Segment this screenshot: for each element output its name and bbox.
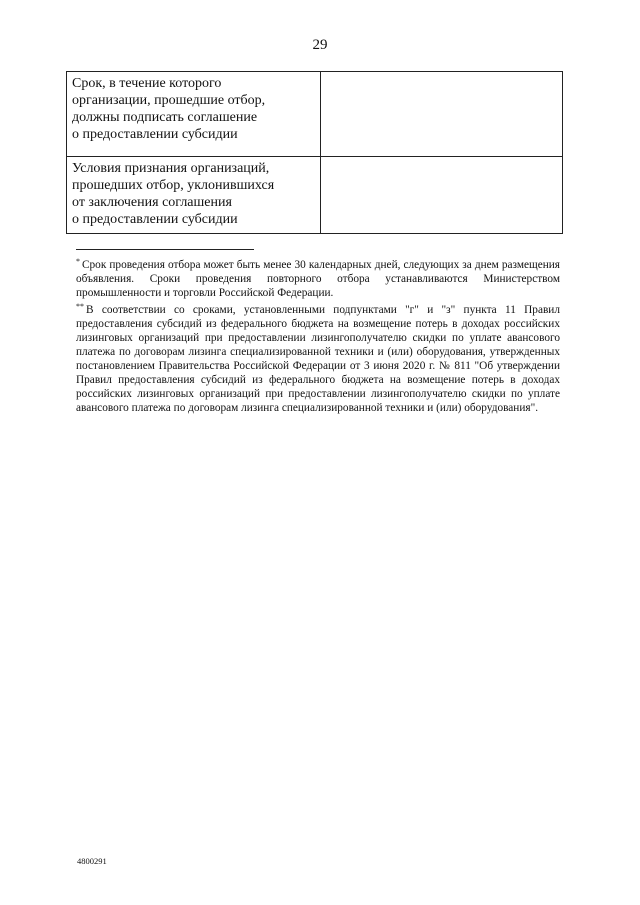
footnotes [76, 255, 560, 415]
row-label-evasion-conditions [67, 157, 321, 234]
table-row [67, 157, 563, 234]
cell-text-line: Срок, в течение которого [72, 76, 222, 91]
row-label-signing-period [67, 72, 321, 157]
cell-text-line: о предоставлении субсидии [72, 212, 238, 227]
cell-text-line: должны подписать соглашение [72, 110, 258, 125]
cell-text-line: организации, прошедшие отбор, [72, 93, 266, 108]
page-number: 29 [312, 37, 328, 53]
cell-text-line: от заключения соглашения [72, 195, 232, 210]
footnote-separator [76, 249, 254, 250]
cell-text-line: о предоставлении субсидии [72, 127, 238, 142]
table-row [67, 72, 563, 157]
footnote-marker: ** [76, 302, 84, 311]
cell-text-line: прошедших отбор, уклонившихся [72, 178, 275, 193]
footnote-text: В соответствии со сроками, установленными подпунктами "г" и "з" пункта 11 Правил предоставления субсидий из федерального бюджета на возмещение потерь в доходах российских лизинговых организаций при предоставлении лизингополучателю скидки по уплате авансового платежа по договорам лизинга специализированной техники и (или) оборудования, утвержденных постановлением Правительства Российской Федерации от 3 июня 2020 г. № 811 "Об утверждении Правил предоставления субсидий из федерального бюджета на возмещение потерь в доходах российских лизинговых организаций при предоставлении лизингополучателю скидки по уплате авансового платежа по договорам лизинга специализированной техники и (или) оборудования". [76, 304, 560, 414]
selection-terms-table [66, 71, 563, 234]
cell-text-line: Условия признания организаций, [72, 161, 270, 176]
document-code: 4800291 [77, 856, 107, 866]
footnote [76, 300, 560, 415]
footnote-marker: * [76, 257, 80, 266]
footnote [76, 255, 560, 300]
row-value-signing-period [321, 72, 563, 157]
footnote-text: Срок проведения отбора может быть менее 30 календарных дней, следующих за днем размещения объявления. Сроки проведения повторного отбора устанавливаются Министерством промышленности и торговли Российской Федерации. [76, 259, 560, 299]
row-value-evasion-conditions [321, 157, 563, 234]
